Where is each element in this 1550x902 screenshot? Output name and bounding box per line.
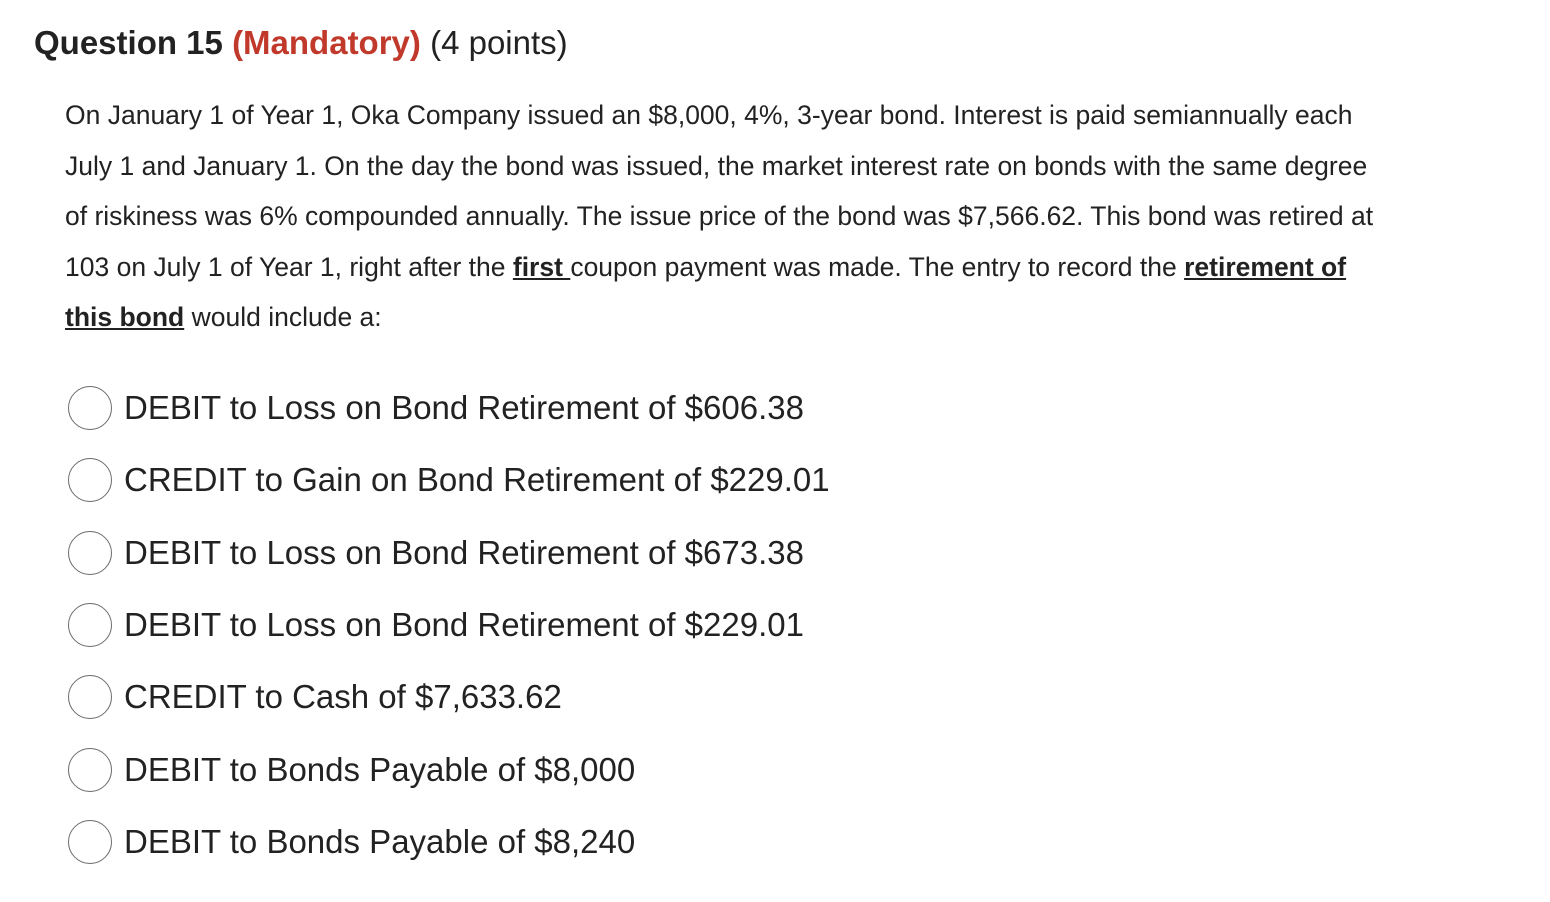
answer-label[interactable]: DEBIT to Loss on Bond Retirement of $606.38: [124, 389, 804, 427]
answer-label[interactable]: CREDIT to Cash of $7,633.62: [124, 678, 562, 716]
answer-label[interactable]: CREDIT to Gain on Bond Retirement of $229.01: [124, 461, 830, 499]
radio-button-icon[interactable]: [68, 458, 112, 502]
answer-label[interactable]: DEBIT to Loss on Bond Retirement of $673.38: [124, 533, 804, 571]
points-label: (4 points): [430, 24, 568, 61]
answer-option-2[interactable]: [68, 444, 1268, 516]
answer-option-7[interactable]: [68, 806, 1268, 878]
answer-label[interactable]: DEBIT to Bonds Payable of $8,240: [124, 822, 636, 860]
radio-button-icon[interactable]: [68, 386, 112, 430]
answer-option-5[interactable]: [68, 661, 1268, 733]
answer-options: [68, 372, 1268, 878]
question-text-part3: would include a:: [184, 302, 382, 332]
radio-button-icon[interactable]: [68, 748, 112, 792]
radio-button-icon[interactable]: [68, 603, 112, 647]
radio-button-icon[interactable]: [68, 531, 112, 575]
question-text: [65, 90, 1395, 343]
radio-button-icon[interactable]: [68, 820, 112, 864]
answer-option-1[interactable]: [68, 372, 1268, 444]
answer-option-3[interactable]: [68, 517, 1268, 589]
answer-option-6[interactable]: [68, 733, 1268, 805]
answer-label[interactable]: DEBIT to Bonds Payable of $8,000: [124, 750, 636, 788]
question-title: Question 15: [34, 24, 223, 61]
answer-label[interactable]: DEBIT to Loss on Bond Retirement of $229.01: [124, 606, 804, 644]
question-paragraph: [65, 90, 1395, 343]
question-header: [34, 22, 568, 64]
radio-button-icon[interactable]: [68, 675, 112, 719]
question-text-part2: coupon payment was made. The entry to record the: [570, 251, 1185, 282]
answer-option-4[interactable]: [68, 589, 1268, 661]
mandatory-label: (Mandatory): [232, 24, 421, 61]
emphasis-first: first: [512, 251, 571, 282]
question-text-part1: On January 1 of Year 1, Oka Company issued an $8,000, 4%, 3-year bond. Interest is paid semiannually each July 1 and January 1. On the day the bond was issued, the market interest rate on bonds with the same degree of riskiness was 6% compounded annually. The issue price of the bond was $7,566.62. This bond was retired at 103 on July 1 of Year 1, right after the: [65, 100, 1374, 282]
emphasis-retirement: retirement of this bond: [65, 251, 1347, 332]
